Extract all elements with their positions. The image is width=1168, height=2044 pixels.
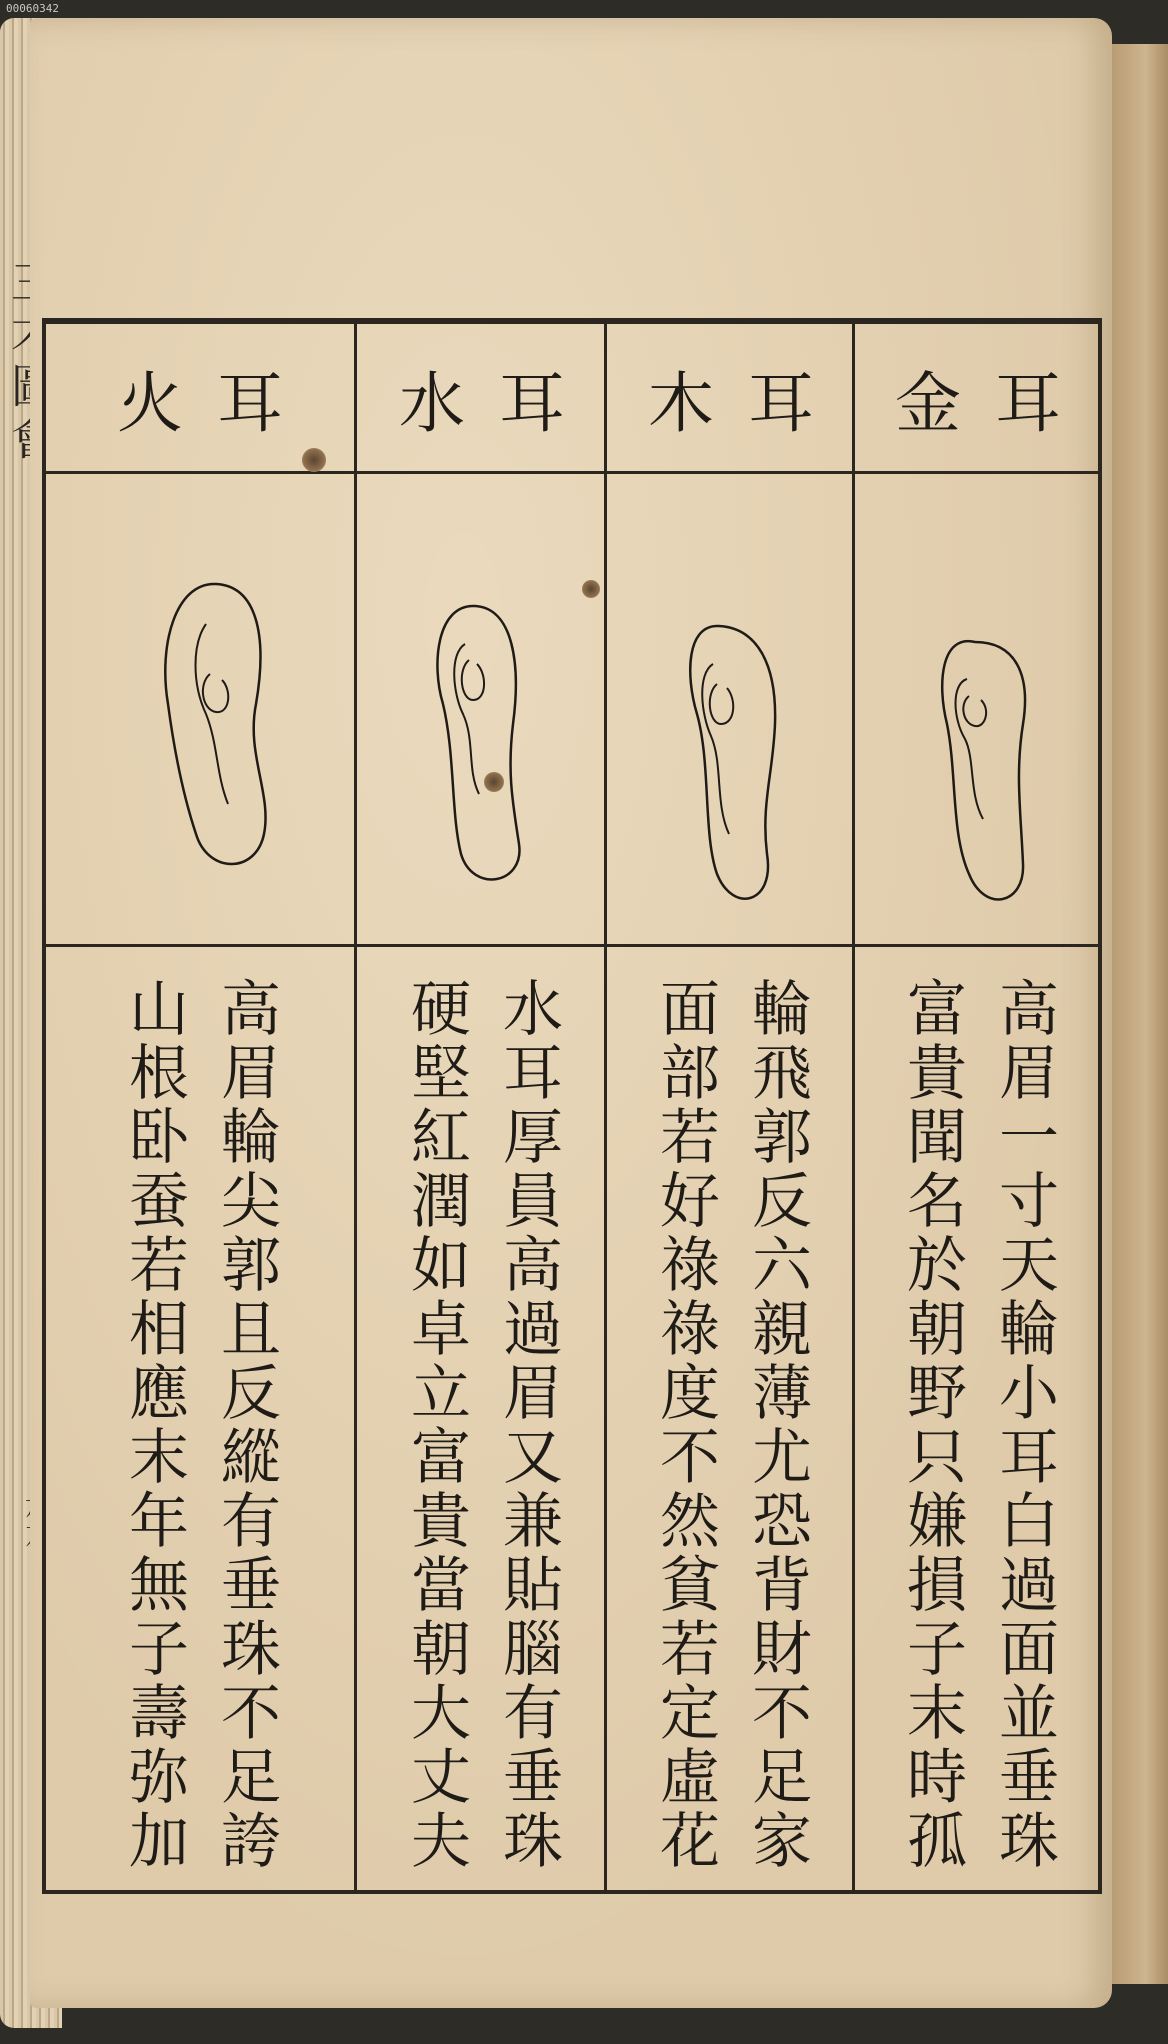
- verse-line: 高眉一寸天輪小耳白過面並垂珠: [989, 977, 1059, 1873]
- wood-ear-drawing: [607, 474, 855, 944]
- metal-ear-drawing: [855, 474, 1101, 944]
- verse-line: 面部若好祿祿度不然貧若定虛花: [650, 977, 720, 1873]
- verse-line: 水耳厚員高過眉又兼貼腦有垂珠: [493, 977, 563, 1873]
- archive-id: 00060342: [6, 2, 59, 15]
- ear-illustration: [607, 474, 855, 947]
- column-heading: 水耳: [357, 324, 607, 474]
- column-verse: [607, 947, 855, 1890]
- wormhole: [484, 772, 504, 792]
- column-heading: 火耳: [46, 324, 354, 474]
- water-ear-drawing: [357, 474, 607, 944]
- column-heading: 金耳: [855, 324, 1101, 474]
- column-water-ear: [354, 324, 607, 1890]
- verse-line: 高眉輪尖郭且反縱有垂珠不足誇: [211, 977, 281, 1873]
- wormhole: [302, 448, 326, 472]
- fire-ear-drawing: [46, 474, 354, 944]
- verse-line: 硬堅紅潤如卓立富貴當朝大丈夫: [401, 977, 471, 1873]
- verse-line: 山根卧蚕若相應末年無子壽弥加: [119, 977, 189, 1873]
- column-wood-ear: [604, 324, 855, 1890]
- verse-line: 輪飛郭反六親薄尤恐背財不足家: [742, 977, 812, 1873]
- ear-illustration: [46, 474, 354, 947]
- column-verse: [357, 947, 607, 1890]
- column-heading: 木耳: [607, 324, 855, 474]
- wormhole: [582, 580, 600, 598]
- ear-type-table: [42, 318, 1102, 1894]
- column-metal-ear: [852, 324, 1101, 1890]
- ear-illustration: [855, 474, 1101, 947]
- ear-illustration: [357, 474, 607, 947]
- column-fire-ear: [46, 324, 354, 1890]
- column-verse: [46, 947, 354, 1890]
- facing-page-edge: [1112, 44, 1168, 1984]
- verse-line: 富貴聞名於朝野只嫌損子末時孤: [897, 977, 967, 1873]
- column-verse: [855, 947, 1101, 1890]
